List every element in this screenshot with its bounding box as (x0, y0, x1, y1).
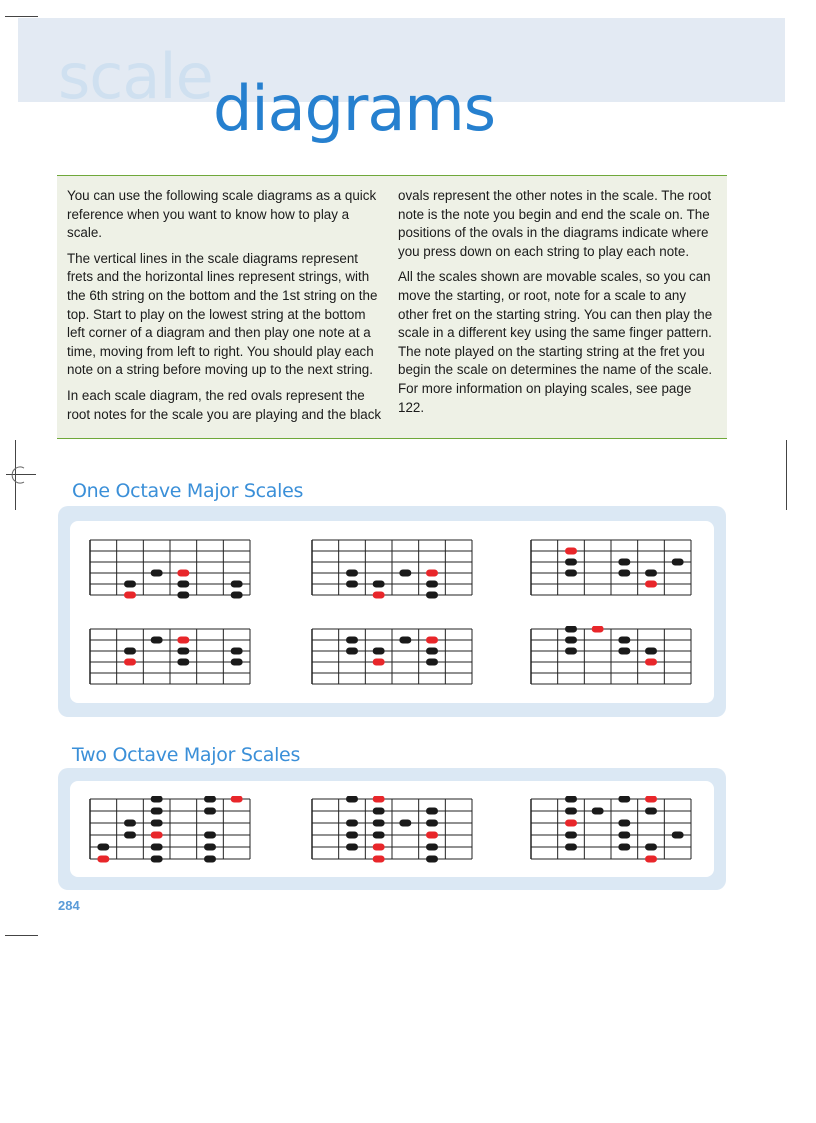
scale-note (426, 856, 438, 863)
scale-note (346, 832, 358, 839)
scale-note (672, 832, 684, 839)
section-heading-two-octave: Two Octave Major Scales (72, 744, 301, 766)
scale-note (124, 648, 136, 655)
scale-note (426, 659, 438, 666)
scale-note (346, 796, 358, 803)
one-octave-diagram-2 (310, 537, 474, 599)
root-note (645, 581, 657, 588)
one-octave-diagram-6 (529, 626, 693, 688)
scale-note (565, 844, 577, 851)
scale-note (124, 820, 136, 827)
root-note (426, 637, 438, 644)
root-note (151, 832, 163, 839)
scale-note (204, 796, 216, 803)
intro-box (57, 175, 727, 439)
scale-note (204, 844, 216, 851)
scale-note (399, 570, 411, 577)
root-note (565, 820, 577, 827)
section-heading-one-octave: One Octave Major Scales (72, 480, 304, 502)
page-title-bold: diagrams (213, 72, 496, 145)
scale-note (618, 559, 630, 566)
root-note (373, 659, 385, 666)
root-note (231, 796, 243, 803)
scale-note (151, 808, 163, 815)
scale-note (618, 820, 630, 827)
scale-note (373, 820, 385, 827)
root-note (645, 659, 657, 666)
root-note (373, 856, 385, 863)
scale-note (151, 844, 163, 851)
scale-note (618, 637, 630, 644)
intro-paragraph: You can use the following scale diagrams as a quick reference when you want to know how to play a scale. (67, 188, 377, 241)
intro-left-column (67, 187, 385, 431)
scale-note (645, 570, 657, 577)
scale-note (565, 832, 577, 839)
scale-note (346, 637, 358, 644)
scale-note (565, 570, 577, 577)
two-octave-diagram-3 (529, 796, 693, 864)
crop-mark-bottom-left (5, 935, 38, 936)
scale-note (645, 808, 657, 815)
scale-note (618, 648, 630, 655)
root-note (124, 592, 136, 599)
root-note (124, 659, 136, 666)
root-note (426, 832, 438, 839)
scale-note (231, 648, 243, 655)
root-note (373, 796, 385, 803)
scale-note (346, 581, 358, 588)
scale-note (204, 808, 216, 815)
scale-note (618, 570, 630, 577)
scale-note (177, 592, 189, 599)
root-note (645, 856, 657, 863)
scale-note (565, 637, 577, 644)
scale-note (151, 820, 163, 827)
scale-note (373, 581, 385, 588)
scale-note (177, 659, 189, 666)
intro-paragraph: In each scale diagram, the red ovals represent the root notes for the scale you are playing and the black (67, 387, 382, 422)
scale-note (618, 796, 630, 803)
scale-note (151, 570, 163, 577)
registration-circle-icon (10, 465, 30, 485)
root-note (373, 592, 385, 599)
scale-note (231, 592, 243, 599)
crop-mark-right-vertical (786, 440, 787, 510)
root-note (177, 570, 189, 577)
scale-note (426, 592, 438, 599)
crop-mark-top-left (5, 16, 38, 17)
root-note (97, 856, 109, 863)
scale-note (204, 832, 216, 839)
scale-note (645, 844, 657, 851)
scale-note (231, 659, 243, 666)
intro-paragraph: All the scales shown are movable scales, so you can move the starting, or root, note for a scale to any other fret on the starting string. You can then play the scale in a different key using the same finger pattern. The note played on the starting string at the fret you begin the scale on determines the name of the scale. For more information on playing scales, see page 122. (398, 269, 713, 415)
scale-note (645, 648, 657, 655)
scale-note (565, 626, 577, 633)
intro-paragraph: ovals represent the other notes in the scale. The root note is the note you begin and end the scale on. The positions of the ovals in the diagrams indicate where you press down on each string to play each note. (398, 188, 712, 259)
one-octave-diagram-4 (88, 626, 252, 688)
root-note (645, 796, 657, 803)
intro-paragraph: The vertical lines in the scale diagrams represent frets and the horizontal lines represent strings, with the 6th string on the bottom and the 1st string on the top. Start to play on the lowest string at the bottom left corner of a diagram and then play one note at a time, moving from left to right. You should play each note on a string before moving up to the next string. (67, 250, 378, 378)
root-note (565, 548, 577, 555)
scale-note (346, 570, 358, 577)
scale-note (426, 808, 438, 815)
one-octave-diagram-1 (88, 537, 252, 599)
scale-note (124, 581, 136, 588)
scale-note (177, 581, 189, 588)
scale-note (124, 832, 136, 839)
page-number: 284 (58, 898, 80, 913)
scale-note (399, 820, 411, 827)
scale-note (151, 796, 163, 803)
root-note (592, 626, 604, 633)
scale-note (618, 844, 630, 851)
scale-note (399, 637, 411, 644)
scale-note (426, 820, 438, 827)
page-title-light: scale (58, 40, 213, 113)
scale-note (346, 820, 358, 827)
scale-note (565, 648, 577, 655)
scale-note (373, 648, 385, 655)
scale-note (346, 648, 358, 655)
scale-note (672, 559, 684, 566)
one-octave-diagram-5 (310, 626, 474, 688)
scale-note (204, 856, 216, 863)
scale-note (565, 808, 577, 815)
intro-right-column (398, 187, 716, 424)
scale-note (151, 856, 163, 863)
scale-note (373, 808, 385, 815)
scale-note (426, 648, 438, 655)
root-note (373, 844, 385, 851)
scale-note (565, 559, 577, 566)
scale-note (177, 648, 189, 655)
scale-note (346, 844, 358, 851)
scale-note (373, 832, 385, 839)
scale-note (426, 844, 438, 851)
one-octave-diagram-3 (529, 537, 693, 599)
scale-note (231, 581, 243, 588)
scale-note (97, 844, 109, 851)
two-octave-diagram-1 (88, 796, 252, 864)
root-note (177, 637, 189, 644)
scale-note (426, 581, 438, 588)
scale-note (618, 832, 630, 839)
root-note (426, 570, 438, 577)
scale-note (592, 808, 604, 815)
scale-note (151, 637, 163, 644)
scale-note (565, 796, 577, 803)
two-octave-diagram-2 (310, 796, 474, 864)
